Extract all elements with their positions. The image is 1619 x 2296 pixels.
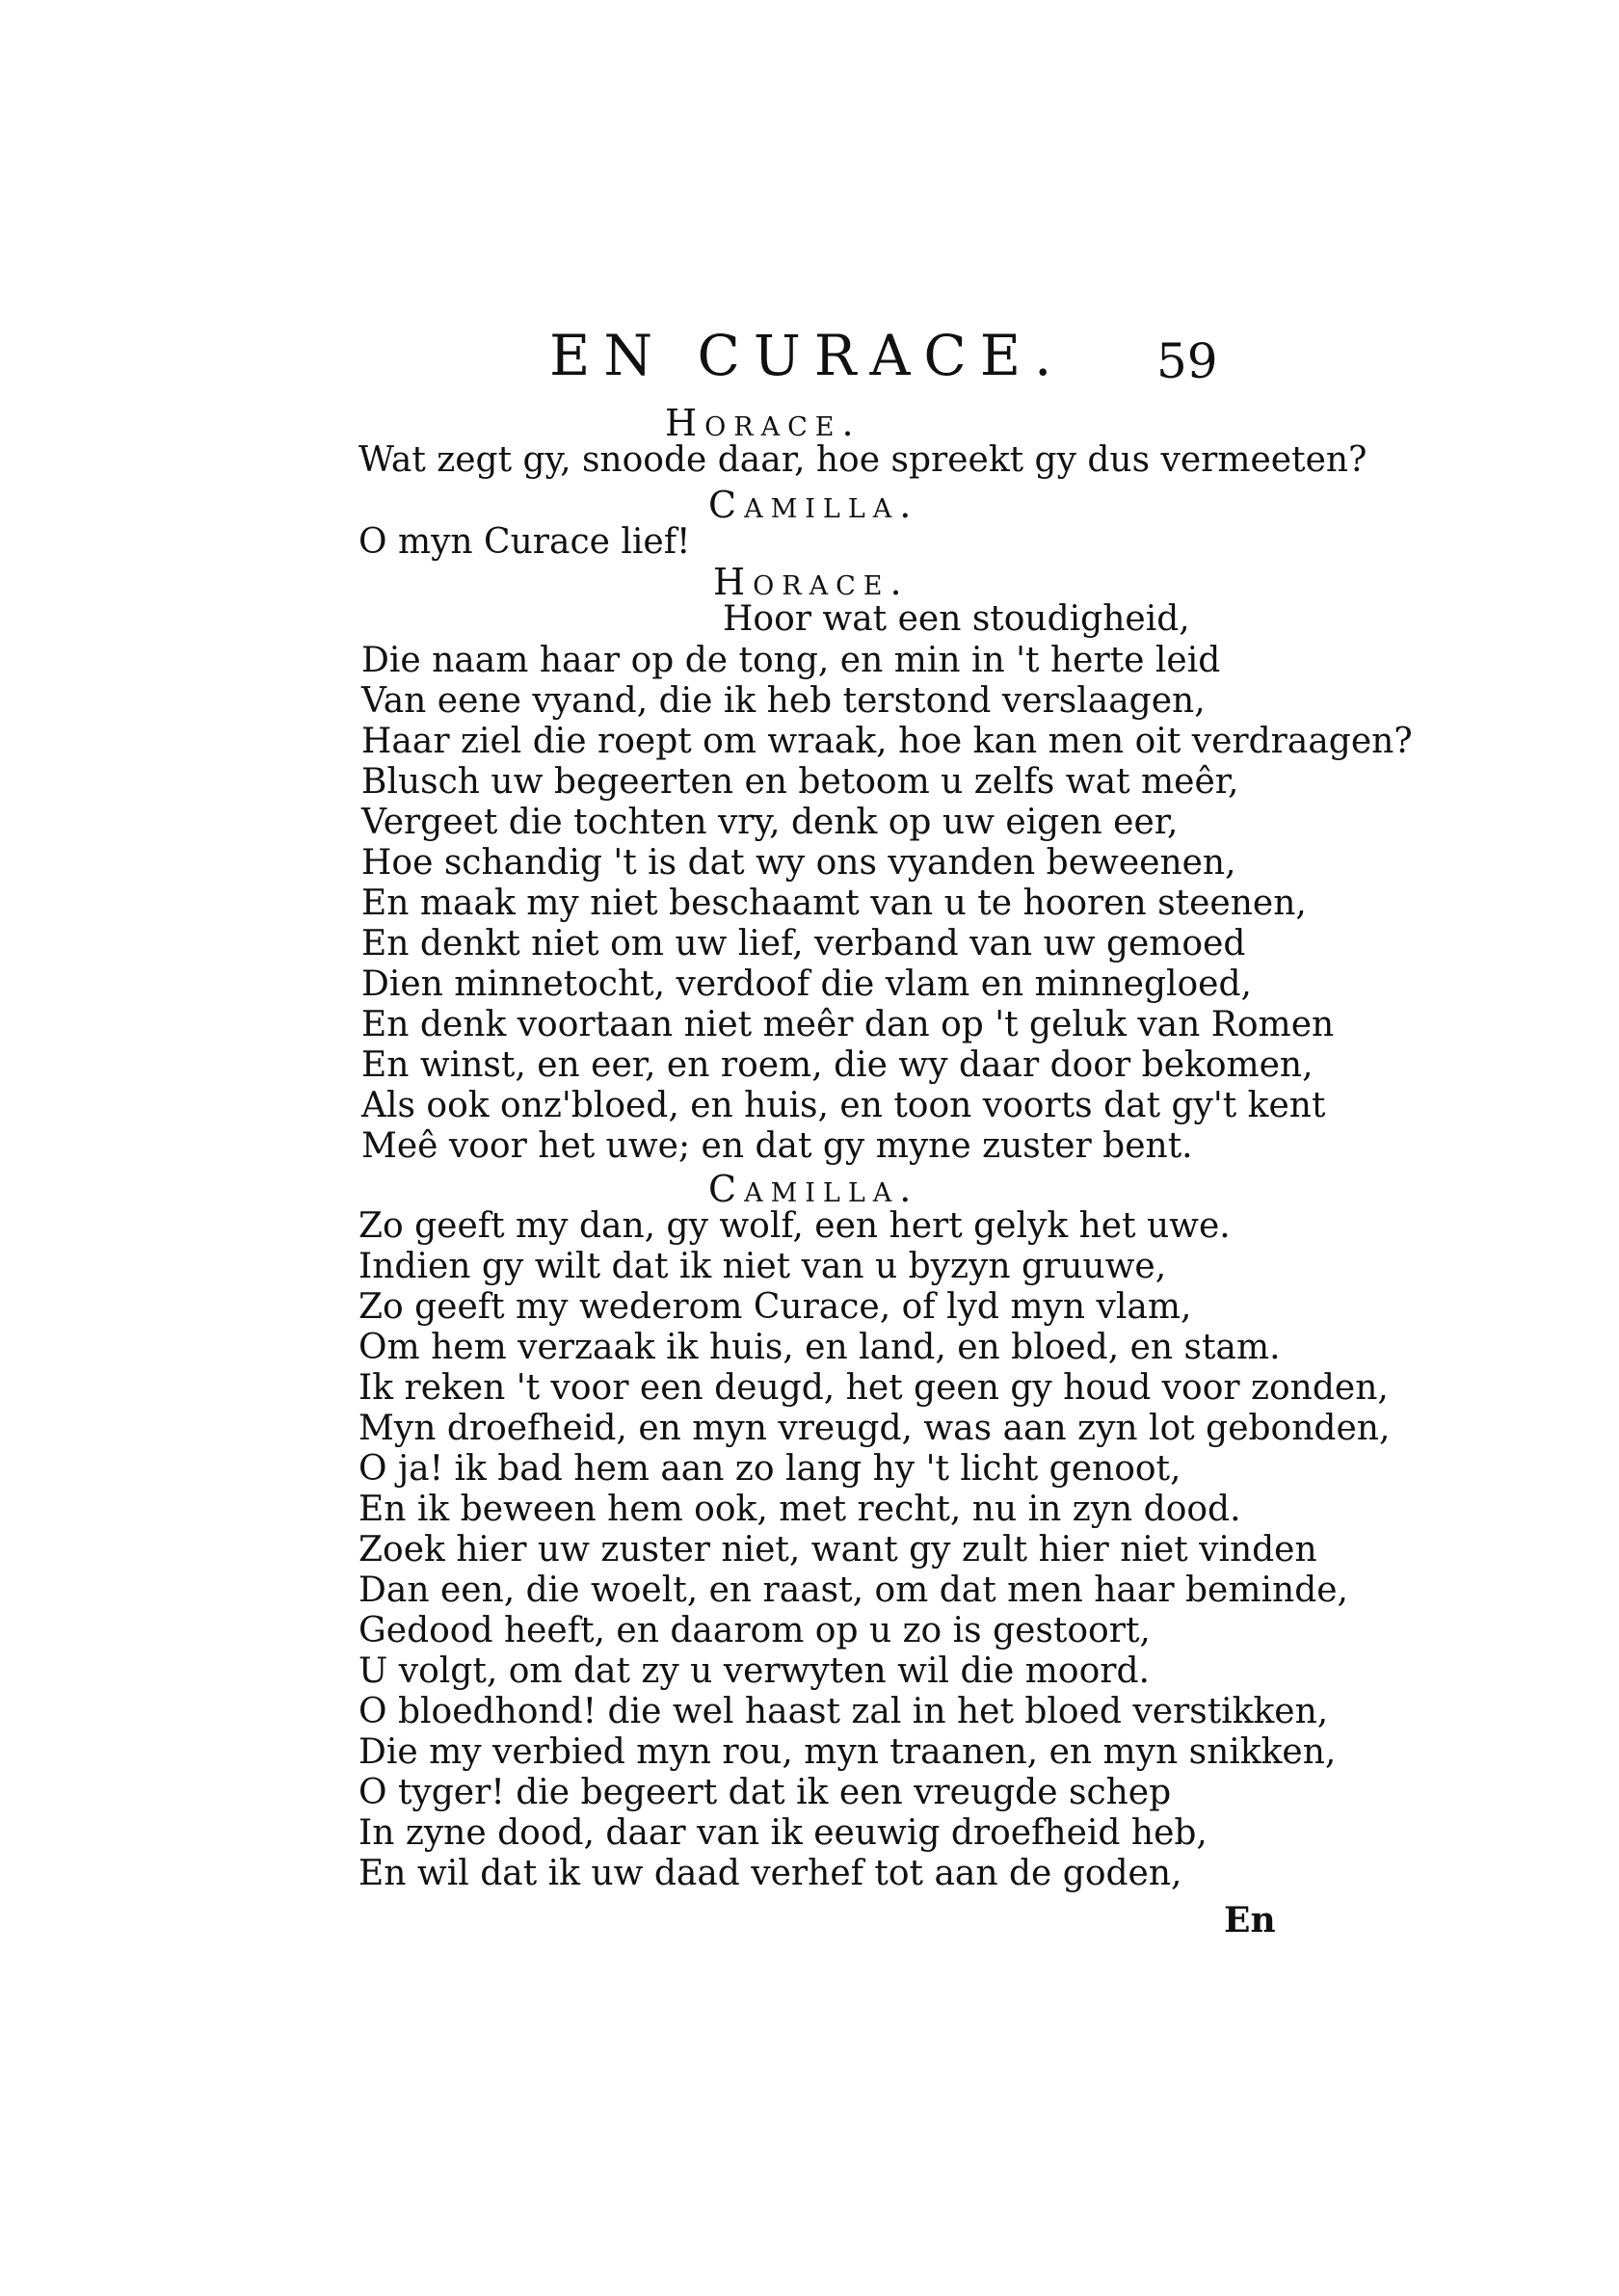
verse-line: Zo geeft my dan, gy wolf, een hert gelyk het uwe. [358,1206,1231,1246]
verse-line: Van eene vyand, die ik heb terstond verslaagen, [361,681,1206,721]
page-number: 59 [1156,333,1218,389]
verse-line: En maak my niet beschaamt van u te hooren steenen, [361,884,1307,923]
verse-line: O ja! ik bad hem aan zo lang hy 't licht genoot, [358,1449,1181,1489]
verse-line: O bloedhond! die wel haast zal in het bloed verstikken, [358,1692,1329,1731]
verse-line: In zyne dood, daar van ik eeuwig droefheid heb, [358,1813,1208,1853]
verse-line: Haar ziel die roept om wraak, hoe kan men oit verdraagen? [361,722,1413,761]
verse-line: Zoek hier uw zuster niet, want gy zult hier niet vinden [358,1530,1317,1570]
verse-line: Indien gy wilt dat ik niet van u byzyn gruuwe, [358,1247,1167,1286]
catchword: En [1224,1900,1276,1940]
verse-line: Blusch uw begeerten en betoom u zelfs wat meêr, [361,762,1239,802]
verse-line: Als ook onz'bloed, en huis, en toon voorts dat gy't kent [361,1086,1326,1125]
verse-line: O tyger! die begeert dat ik een vreugde schep [358,1773,1172,1812]
speaker-horace: Horace. [713,561,910,603]
verse-line: O myn Curace lief! [358,522,691,562]
verse-line: En winst, en eer, en roem, die wy daar door bekomen, [361,1045,1314,1085]
verse-line: En ik beween hem ook, met recht, nu in zyn dood. [358,1490,1241,1529]
verse-line: Hoor wat een stoudigheid, [723,599,1190,639]
verse-line: Myn droefheid, en myn vreugd, was aan zyn lot gebonden, [358,1409,1391,1448]
verse-line: Ik reken 't voor een deugd, het geen gy houd voor zonden, [358,1368,1389,1408]
speaker-horace: Horace. [665,402,862,444]
verse-line: Hoe schandig 't is dat wy ons vyanden beweenen, [361,843,1236,883]
verse-line: Gedood heeft, en daarom op u zo is gestoort, [358,1611,1151,1650]
verse-line: U volgt, om dat zy u verwyten wil die moord. [358,1651,1150,1691]
verse-line: Dan een, die woelt, en raast, om dat men haar beminde, [358,1570,1348,1610]
running-title: EN CURACE. [549,323,1066,388]
verse-line: En denkt niet om uw lief, verband van uw gemoed [361,924,1246,963]
verse-line: Om hem verzaak ik huis, en land, en bloed, en stam. [358,1328,1281,1367]
verse-line: En wil dat ik uw daad verhef tot aan de goden, [358,1854,1182,1893]
verse-line: En denk voortaan niet meêr dan op 't geluk van Romen [361,1005,1335,1044]
verse-line: Meê voor het uwe; en dat gy myne zuster bent. [361,1126,1193,1166]
verse-line: Zo geeft my wederom Curace, of lyd myn vlam, [358,1287,1192,1327]
verse-line: Die naam haar op de tong, en min in 't herte leid [361,641,1221,680]
verse-line: Die my verbied myn rou, myn traanen, en myn snikken, [358,1732,1337,1772]
verse-line: Vergeet die tochten vry, denk op uw eigen eer, [361,803,1179,842]
verse-line: Wat zegt gy, snoode daar, hoe spreekt gy dus vermeeten? [358,440,1367,480]
speaker-camilla: Camilla. [708,484,919,526]
speaker-camilla: Camilla. [708,1168,919,1210]
verse-line: Dien minnetocht, verdoof die vlam en minnegloed, [361,964,1252,1004]
